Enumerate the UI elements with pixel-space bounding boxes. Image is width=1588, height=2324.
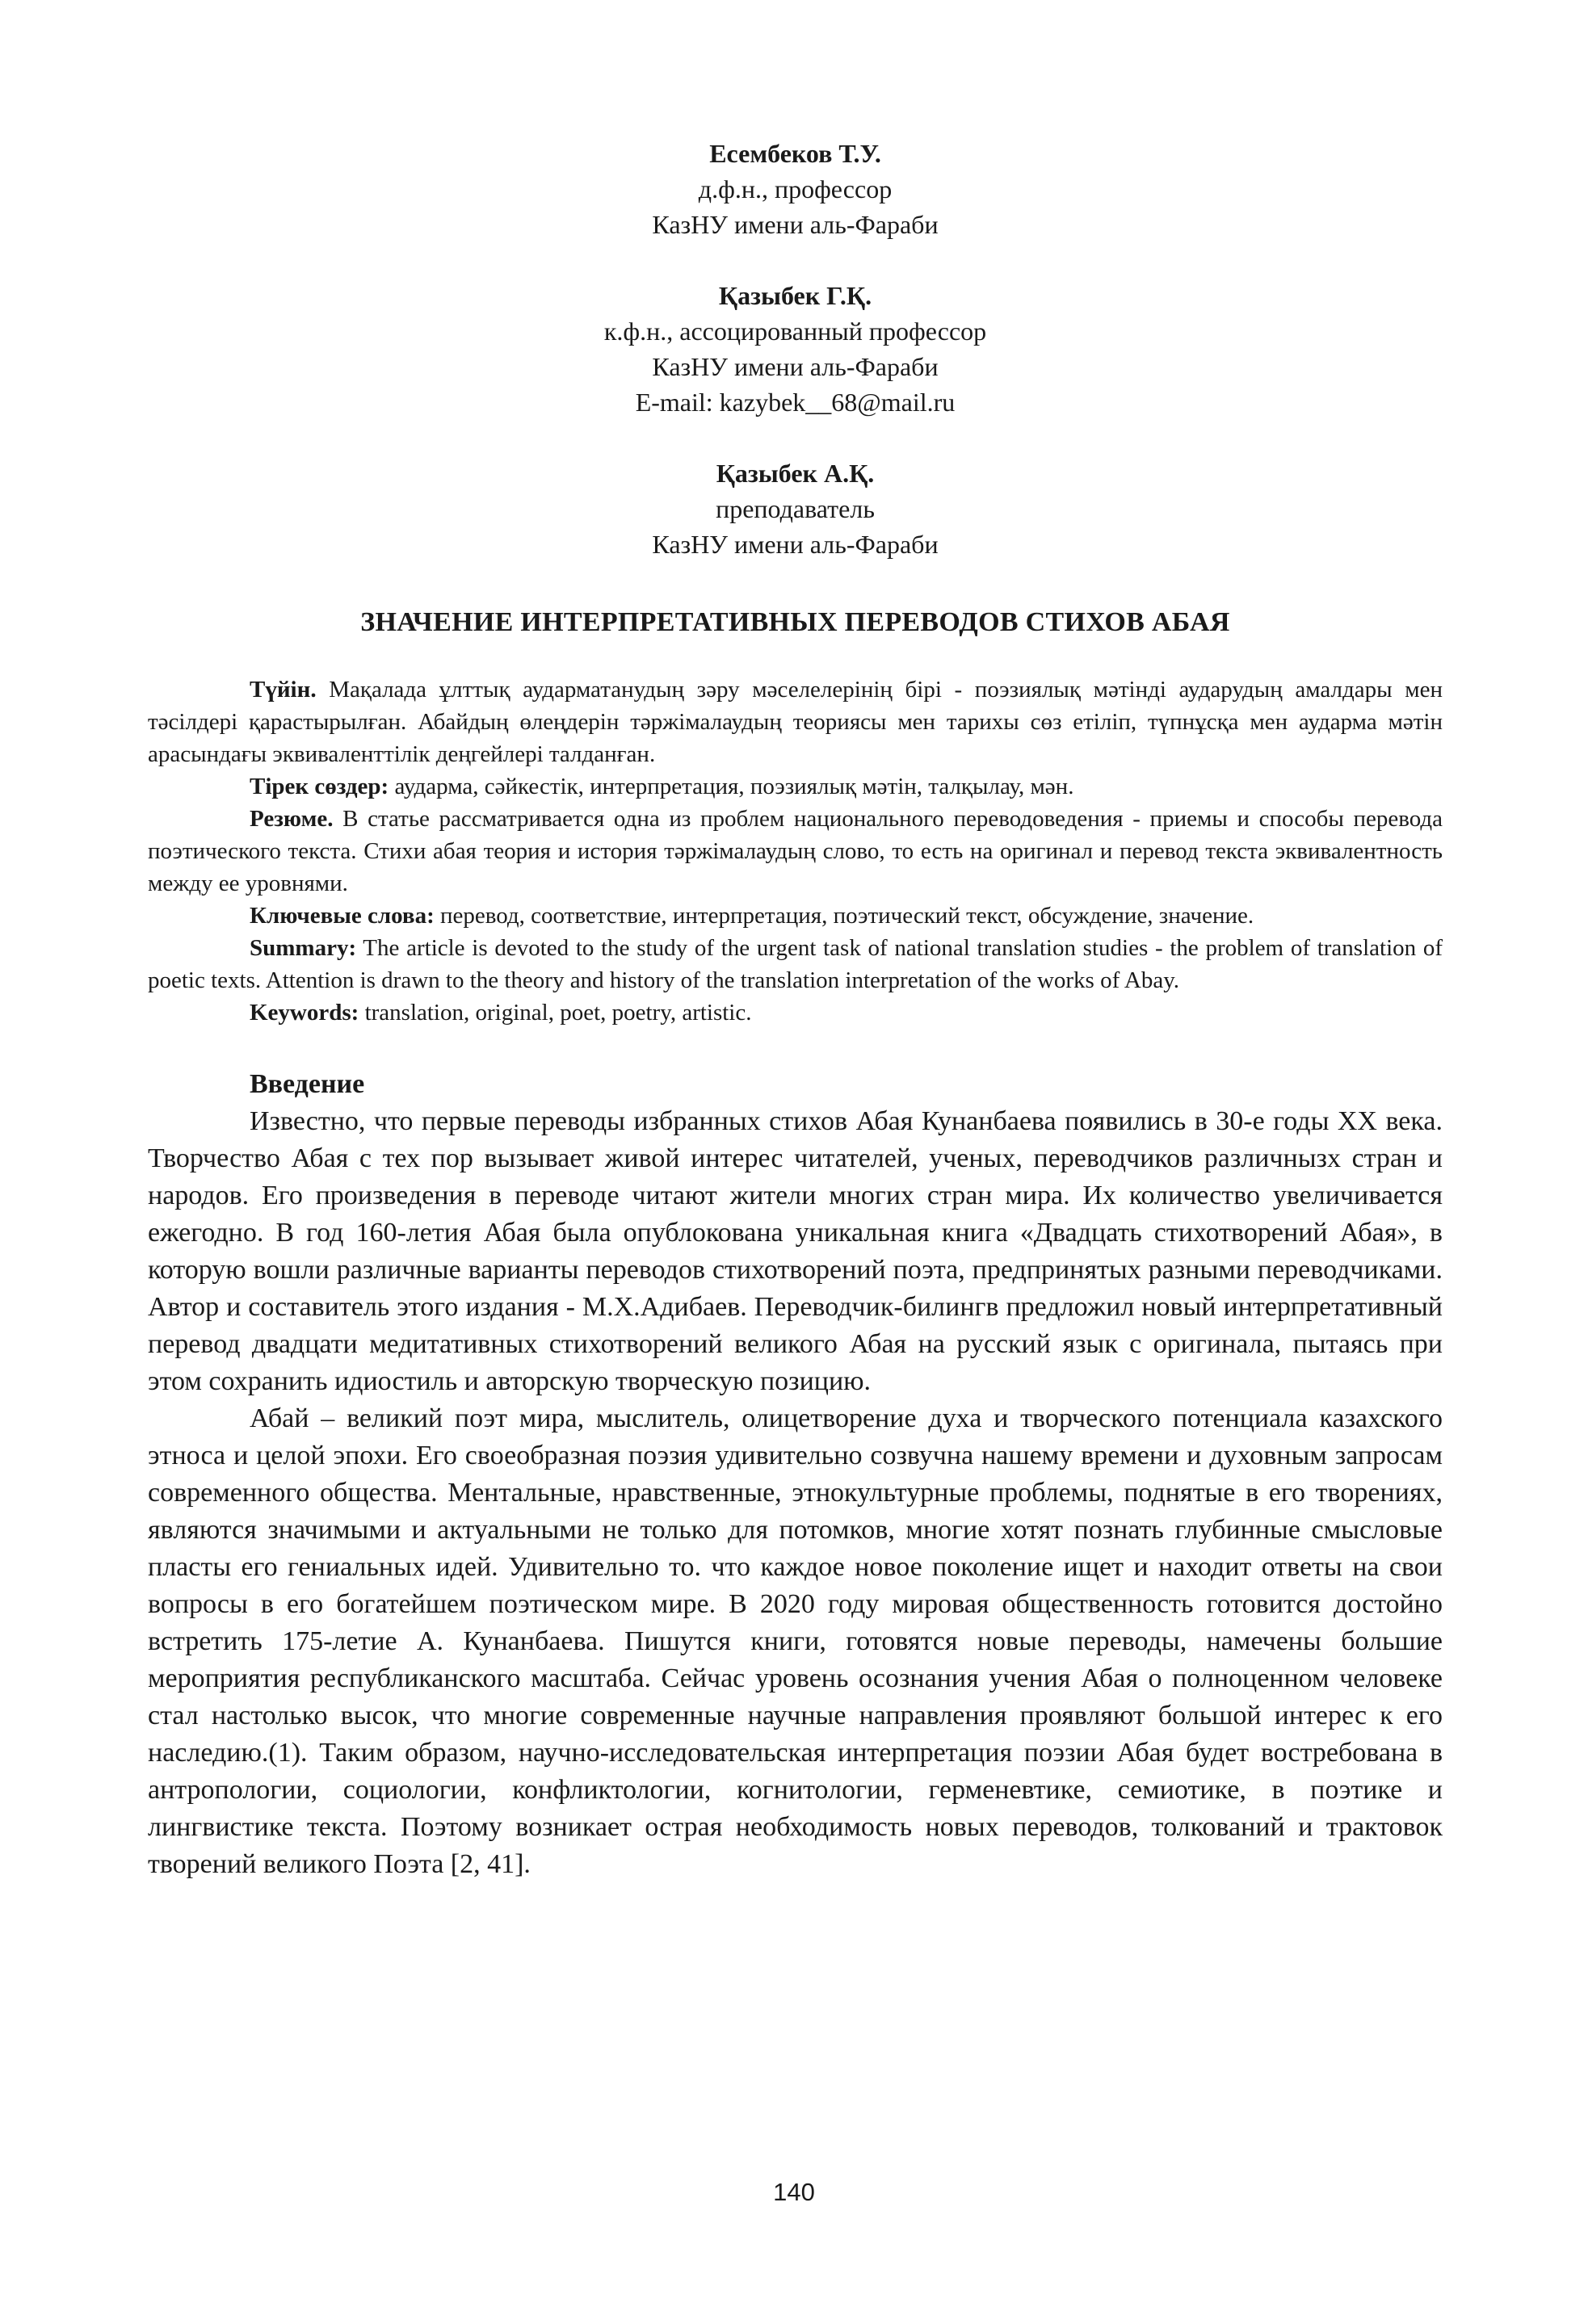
author-affiliation: КазНУ имени аль-Фараби (652, 352, 939, 381)
abstract-kazakh (148, 673, 1443, 770)
body-paragraph: Известно, что первые переводы избранных стихов Абая Кунанбаева появились в 30-е годы XX века. Творчество Абая с тех пор вызывает живой интерес читателей, ученых, переводчиков различнызх стран и народов. Его произведения в переводе читают жители многих стран мира. Их количество увеличивается ежегодно. В год 160-летия Абая была опублокована уникальная книга «Двадцать стихотворений Абая», в которую вошли различные варианты переводов стихотворений поэта, предпринятых разными переводчиками. Автор и составитель этого издания - М.Х.Адибаев. Переводчик-билингв предложил новый интерпретативный перевод двадцати медитативных стихотворений великого Абая на русский язык с оригинала, пытаясь при этом сохранить идиостиль и авторскую творческую позицию. (148, 1106, 1443, 1396)
author-name: Қазыбек Г.Қ. (718, 281, 872, 310)
abstract-english (148, 932, 1443, 996)
author-degree: преподаватель (716, 494, 875, 523)
author-block (148, 278, 1443, 420)
abstract-russian (148, 803, 1443, 900)
keywords-kazakh-label: Тірек сөздер: (250, 774, 389, 799)
author-name: Есембеков Т.У. (709, 139, 881, 168)
keywords-english-text: translation, original, poet, poetry, artistic. (359, 1000, 752, 1026)
author-degree: к.ф.н., ассоцированный профессор (603, 317, 987, 346)
abstracts-section (148, 673, 1443, 1029)
author-affiliation: КазНУ имени аль-Фараби (652, 530, 939, 559)
keywords-kazakh-text: аударма, сәйкестік, интерпретация, поэзиялық мәтін, талқылау, мән. (389, 774, 1074, 799)
body-paragraph: Абай – великий поэт мира, мыслитель, олицетворение духа и творческого потенциала казахского этноса и целой эпохи. Его своеобразная поэзия удивительно созвучна нашему времени и духовным запросам современного общества. Ментальные, нравственные, этнокультурные проблемы, поднятые в его творениях, являются значимыми и актуальными не только для потомков, многие хотят познать глубинные смысловые пласты его гениальных идей. Удивительно то. что каждое новое поколение ищет и находит ответы на свои вопросы в его богатейшем поэтическом мире. В 2020 году мировая общественность готовится достойно встретить 175-летие А. Кунанбаева. Пишутся книги, готовятся новые переводы, намечены большие мероприятия республиканского масштаба. Сейчас уровень осознания учения Абая о полноценном человеке стал настолько высок, что многие современные научные направления проявляют большой интерес к его наследию.(1). Таким образом, научно-исследовательская интерпретация поэзии Абая будет востребована в антропологии, социологии, конфликтологии, когнитологии, герменевтике, семиотике, в поэтике и лингвистике текста. Поэтому возникает острая необходимость новых переводов, толкований и трактовок творений великого Поэта [2, 41]. (148, 1403, 1443, 1879)
keywords-russian-text: перевод, соответствие, интерпретация, поэтический текст, обсуждение, значение. (434, 903, 1254, 929)
section-heading: Введение (250, 1069, 365, 1099)
author-list (148, 136, 1443, 562)
keywords-russian-label: Ключевые слова: (250, 903, 435, 929)
author-name: Қазыбек А.Қ. (716, 459, 875, 488)
author-affiliation: КазНУ имени аль-Фараби (652, 210, 939, 239)
author-block (148, 136, 1443, 242)
abstract-english-label: Summary: (250, 935, 357, 961)
author-email: E-mail: kazybek__68@mail.ru (635, 388, 956, 417)
author-degree: д.ф.н., профессор (698, 174, 893, 203)
introduction-section (148, 1066, 1443, 1883)
abstract-english-text: The article is devoted to the study of the urgent task of national translation studies - the problem of translation of poetic texts. Attention is drawn to the theory and history of the translation interpretation of the works of Abay. (148, 935, 1443, 993)
author-block (148, 455, 1443, 562)
keywords-kazakh (148, 770, 1443, 803)
keywords-english-label: Keywords: (250, 1000, 359, 1026)
abstract-kazakh-label: Түйін. (250, 677, 317, 703)
page-number: 140 (773, 2178, 815, 2206)
keywords-english (148, 996, 1443, 1029)
paper-title: ЗНАЧЕНИЕ ИНТЕРПРЕТАТИВНЫХ ПЕРЕВОДОВ СТИХОВ АБАЯ (360, 607, 1230, 637)
abstract-russian-text: В статье рассматривается одна из проблем национального переводоведения - приемы и способы перевода поэтического текста. Стихи абая теория и история тәржімалаудың слово, то есть на оригинал и перевод текста эквивалентность между ее уровнями. (148, 806, 1443, 896)
paper-page (148, 136, 1443, 1883)
keywords-russian (148, 900, 1443, 932)
abstract-russian-label: Резюме. (250, 806, 334, 832)
abstract-kazakh-text: Мақалада ұлттық аударматанудың зәру мәселелерінің бірі - поэзиялық мәтінді аударудың амалдары мен тәсілдері қарастырылған. Абайдың өлеңдерін тәржімалаудың теориясы мен тарихы сөз етіліп, түпнұсқа мен аударма мәтін арасындағы эквиваленттілік деңгейлері талданған. (148, 677, 1443, 767)
